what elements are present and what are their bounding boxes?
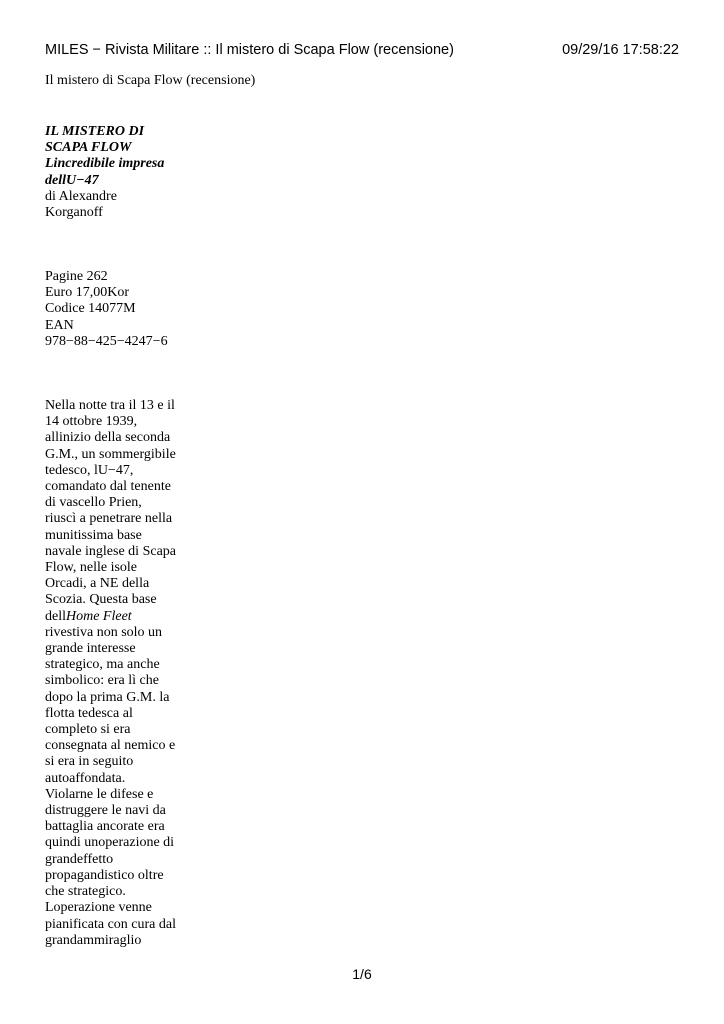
pages-count: Pagine 262 bbox=[45, 269, 108, 284]
review-line: Loperazione venne bbox=[45, 900, 152, 916]
review-line: navale inglese di Scapa bbox=[45, 543, 177, 559]
review-line: battaglia ancorate era bbox=[45, 819, 165, 835]
ean-label: EAN bbox=[45, 317, 74, 333]
home-fleet-italic: Home Fleet bbox=[66, 608, 132, 624]
header-title: MILES − Rivista Militare :: Il mistero di Scapa Flow (recensione) bbox=[45, 42, 454, 58]
review-line: Flow, nelle isole bbox=[45, 560, 138, 576]
review-line: allinizio della seconda bbox=[45, 430, 171, 446]
review-line: 14 ottobre 1939, bbox=[45, 414, 138, 430]
review-line: riuscì a penetrare nella bbox=[45, 511, 173, 527]
review-body bbox=[45, 398, 185, 949]
review-line: propagandistico oltre bbox=[45, 867, 164, 883]
review-line: Violarne le difese e bbox=[45, 786, 154, 802]
review-line: dopo la prima G.M. la bbox=[45, 689, 170, 705]
review-italic-prefix: dell bbox=[45, 608, 66, 624]
review-line: di vascello Prien, bbox=[45, 495, 142, 511]
review-line: grandammiraglio bbox=[45, 932, 142, 948]
book-subtitle-line: dellU−47 bbox=[45, 172, 99, 188]
ean-value: 978−88−425−4247−6 bbox=[45, 333, 168, 349]
review-line: autoaffondata. bbox=[45, 770, 126, 786]
review-line: comandato dal tenente bbox=[45, 479, 171, 495]
header-timestamp: 09/29/16 17:58:22 bbox=[562, 42, 679, 58]
review-line: Scozia. Questa base bbox=[45, 592, 157, 608]
book-title-line: IL MISTERO DI bbox=[45, 124, 145, 139]
page-header bbox=[45, 42, 679, 64]
review-line: consegnata al nemico e bbox=[45, 738, 176, 754]
review-line: G.M., un sommergibile bbox=[45, 446, 176, 462]
review-line: rivestiva non solo un bbox=[45, 624, 163, 640]
review-line: pianificata con cura dal bbox=[45, 916, 176, 932]
review-line: simbolico: era lì che bbox=[45, 673, 159, 689]
review-line-italic bbox=[45, 609, 185, 625]
review-line: flotta tedesca al bbox=[45, 705, 133, 721]
review-line: grandeffetto bbox=[45, 851, 114, 867]
review-line: Nella notte tra il 13 e il bbox=[45, 398, 175, 413]
review-line: Orcadi, a NE della bbox=[45, 576, 150, 592]
page-number: 1/6 bbox=[352, 966, 372, 982]
book-subtitle-line: Lincredibile impresa bbox=[45, 156, 165, 172]
review-line: munitissima base bbox=[45, 527, 142, 543]
product-code: Codice 14077M bbox=[45, 301, 136, 317]
review-line: si era in seguito bbox=[45, 754, 134, 770]
review-line: tedesco, lU−47, bbox=[45, 462, 134, 478]
book-header bbox=[45, 124, 185, 221]
review-line: grande interesse bbox=[45, 641, 136, 657]
book-details bbox=[45, 269, 185, 350]
review-line: distruggere le navi da bbox=[45, 803, 166, 819]
document-title: Il mistero di Scapa Flow (recensione) bbox=[45, 73, 256, 88]
book-title-line: SCAPA FLOW bbox=[45, 140, 132, 156]
book-author-line: di Alexandre bbox=[45, 188, 117, 204]
price: Euro 17,00Kor bbox=[45, 285, 129, 301]
review-line: che strategico. bbox=[45, 884, 126, 900]
book-author-line: Korganoff bbox=[45, 205, 103, 221]
review-line: strategico, ma anche bbox=[45, 657, 160, 673]
review-line: completo si era bbox=[45, 722, 131, 738]
review-line: quindi unoperazione di bbox=[45, 835, 175, 851]
